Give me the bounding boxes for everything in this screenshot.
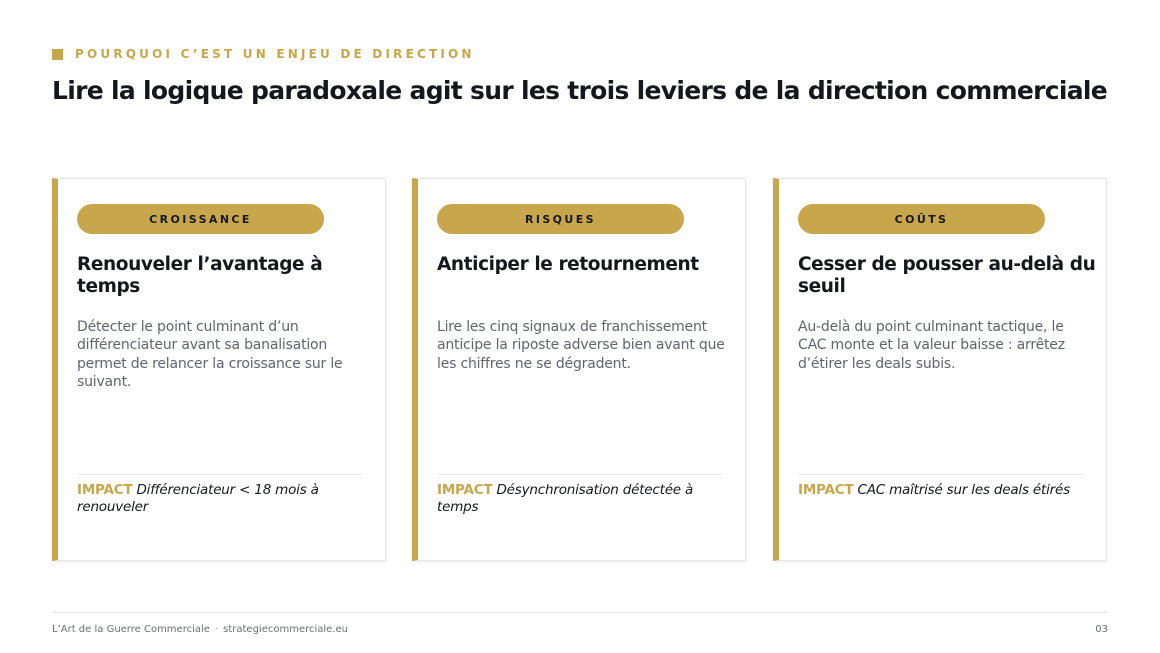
card-title: Cesser de pousser au-delà du seuil <box>798 254 1096 297</box>
card-impact <box>77 482 367 515</box>
impact-label: IMPACT <box>437 482 493 498</box>
footer-brand: L’Art de la Guerre Commerciale <box>52 624 210 635</box>
page-number: 03 <box>1095 624 1108 635</box>
section-eyebrow <box>52 47 475 61</box>
card-title: Renouveler l’avantage à temps <box>77 254 323 297</box>
impact-text: Différenciateur < 18 mois à renouveler <box>77 482 319 515</box>
card-divider <box>437 474 723 475</box>
impact-text: Désynchronisation détectée à temps <box>437 482 694 515</box>
card-description: Au-delà du point culminant tactique, le CAC monte et la valeur baisse : arrêtez d’étirer les deals subis. <box>798 319 1065 372</box>
footer-separator: · <box>214 624 219 635</box>
card-title: Anticiper le retournement <box>437 254 699 275</box>
card-impact <box>798 482 1088 499</box>
footer-site-link[interactable]: strategiecommerciale.eu <box>223 624 348 635</box>
eyebrow-label: POURQUOI C’EST UN ENJEU DE DIRECTION <box>75 47 475 61</box>
card-divider <box>77 474 363 475</box>
card-tag: COÛTS <box>798 204 1045 234</box>
card-description: Lire les cinq signaux de franchissement anticipe la riposte adverse bien avant que les chiffres ne se dégradent. <box>437 319 725 372</box>
card-description: Détecter le point culminant d’un différenciateur avant sa banalisation permet de relancer la croissance sur le suivant. <box>77 319 343 390</box>
card-divider <box>798 474 1084 475</box>
impact-label: IMPACT <box>77 482 133 498</box>
impact-text: CAC maîtrisé sur les deals étirés <box>857 482 1070 498</box>
footer-credits <box>52 623 348 637</box>
lever-card-croissance <box>52 178 386 561</box>
eyebrow-square-icon <box>52 49 63 60</box>
page-title: Lire la logique paradoxale agit sur les trois leviers de la direction commerciale <box>52 76 1108 105</box>
lever-card-risques <box>412 178 746 561</box>
footer-divider <box>52 612 1108 613</box>
lever-card-couts <box>773 178 1107 561</box>
impact-label: IMPACT <box>798 482 854 498</box>
card-tag: RISQUES <box>437 204 684 234</box>
card-tag: CROISSANCE <box>77 204 324 234</box>
card-impact <box>437 482 727 515</box>
